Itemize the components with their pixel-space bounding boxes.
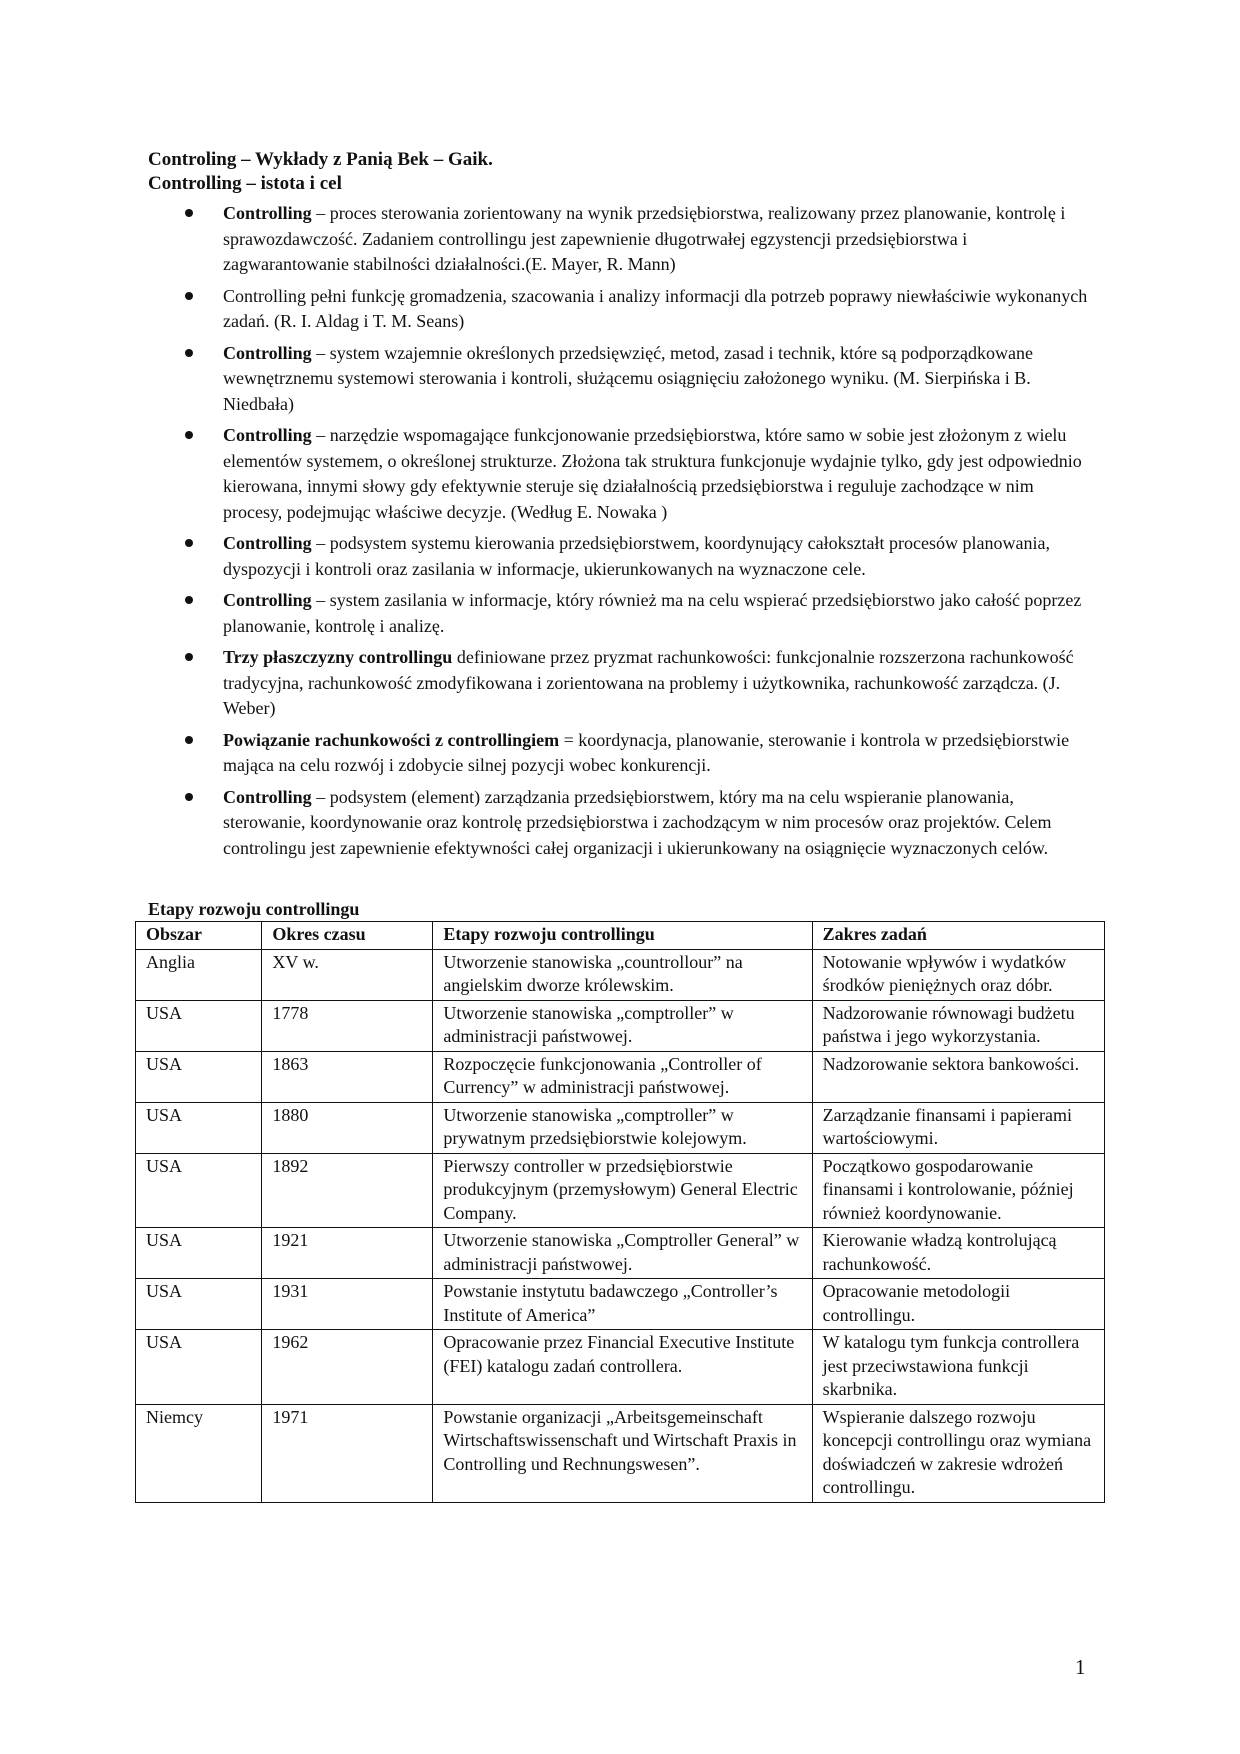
header-etapy-rozwoju: Etapy rozwoju controllingu xyxy=(433,922,812,950)
table-row xyxy=(136,1330,1105,1405)
bullet-text: – podsystem systemu kierowania przedsiębiorstwem, koordynujący całokształt procesów planowania, dyspozycji i kontroli oraz zasilania w informacje, ukierunkowanych na wyznaczone cele. xyxy=(223,533,1050,579)
cell-obszar: USA xyxy=(136,1000,262,1051)
bullet-item xyxy=(148,645,1093,722)
table-row xyxy=(136,1279,1105,1330)
bullet-dot-icon xyxy=(185,292,193,300)
table-body xyxy=(136,949,1105,1502)
cell-etap: Powstanie organizacji „Arbeitsgemeinschaft Wirtschaftswissenschaft und Wirtschaft Praxis in Controlling und Rechnungswesen”. xyxy=(433,1404,812,1502)
bullet-item xyxy=(148,284,1093,335)
cell-zakres-zadan: Zarządzanie finansami i papierami wartościowymi. xyxy=(812,1102,1104,1153)
bullet-text: Controlling pełni funkcję gromadzenia, szacowania i analizy informacji dla potrzeb poprawy niewłaściwie wykonanych zadań. (R. I. Aldag i T. M. Seans) xyxy=(223,285,1088,331)
cell-etap: Powstanie instytutu badawczego „Controller’s Institute of America” xyxy=(433,1279,812,1330)
header-okres-czasu: Okres czasu xyxy=(262,922,433,950)
section-heading-istota-i-cel: Controlling – istota i cel xyxy=(148,173,342,194)
cell-etap: Utworzenie stanowiska „comptroller” w prywatnym przedsiębiorstwie kolejowym. xyxy=(433,1102,812,1153)
table-title: Etapy rozwoju controllingu xyxy=(148,899,360,919)
header-obszar: Obszar xyxy=(136,922,262,950)
definition-bullet-list xyxy=(148,201,1093,867)
header-zakres-zadan: Zakres zadań xyxy=(812,922,1104,950)
cell-zakres-zadan: Nadzorowanie sektora bankowości. xyxy=(812,1051,1104,1102)
cell-zakres-zadan: Nadzorowanie równowagi budżetu państwa i jego wykorzystania. xyxy=(812,1000,1104,1051)
table-row xyxy=(136,1051,1105,1102)
cell-obszar: USA xyxy=(136,1051,262,1102)
bullet-term: Powiązanie rachunkowości z controllingiem xyxy=(223,729,560,750)
document-title: Controling – Wykłady z Panią Bek – Gaik. xyxy=(148,149,493,170)
bullet-text: definiowane przez pryzmat rachunkowości: funkcjonalnie rozszerzona rachunkowość tradycyjna, rachunkowość zmodyfikowana i zorientowana na problemy i użytkownika, rachunkowość zarządcza. (J. Weber) xyxy=(223,647,1074,718)
bullet-term: Trzy płaszczyzny controllingu xyxy=(223,647,453,667)
page-number: 1 xyxy=(1075,1655,1086,1679)
bullet-item xyxy=(148,531,1093,582)
controlling-stages-table xyxy=(135,921,1105,1503)
cell-okres-czasu: XV w. xyxy=(262,949,433,1000)
cell-okres-czasu: 1931 xyxy=(262,1279,433,1330)
bullet-dot-icon xyxy=(185,539,193,547)
bullet-item xyxy=(148,728,1093,779)
cell-obszar: Anglia xyxy=(136,949,262,1000)
bullet-text: – podsystem (element) zarządzania przedsiębiorstwem, który ma na celu wspieranie planowania, sterowanie, koordynowanie oraz kontrolę przedsiębiorstwa i zachodzącym w nim procesów oraz projektów. Celem controlingu jest zapewnienie efektywności całej organizacji i ukierunkowany na osiągnięcie wyznaczonych celów. xyxy=(223,786,1052,858)
bullet-term: Controlling xyxy=(223,342,312,363)
bullet-text: – system zasilania w informacje, który również ma na celu wspierać przedsiębiorstwo jako całość poprzez planowanie, kontrolę i analizę. xyxy=(223,590,1082,636)
table-header-row xyxy=(136,922,1105,950)
bullet-term: Controlling xyxy=(223,786,312,807)
table-row xyxy=(136,1102,1105,1153)
cell-okres-czasu: 1971 xyxy=(262,1404,433,1502)
bullet-text: – narzędzie wspomagające funkcjonowanie przedsiębiorstwa, które samo w sobie jest złożonym z wielu elementów systemem, o określonej strukturze. Złożona tak struktura funkcjonuje wydajnie tylko, gdy jest odpowiednio kierowana, innymi słowy gdy efektywnie steruje się działalnością przedsiębiorstwa i reguluje zachodzące w nim procesy, podejmując właściwe decyzje. (Według E. Nowaka ) xyxy=(223,425,1082,522)
cell-okres-czasu: 1962 xyxy=(262,1330,433,1405)
bullet-item xyxy=(148,785,1093,862)
cell-etap: Utworzenie stanowiska „Comptroller General” w administracji państwowej. xyxy=(433,1228,812,1279)
cell-etap: Pierwszy controller w przedsiębiorstwie produkcyjnym (przemysłowym) General Electric Company. xyxy=(433,1153,812,1228)
cell-obszar: Niemcy xyxy=(136,1404,262,1502)
bullet-item xyxy=(148,341,1093,418)
cell-obszar: USA xyxy=(136,1228,262,1279)
bullet-dot-icon xyxy=(185,349,193,357)
bullet-dot-icon xyxy=(185,736,193,744)
cell-etap: Rozpoczęcie funkcjonowania „Controller of Currency” w administracji państwowej. xyxy=(433,1051,812,1102)
cell-etap: Utworzenie stanowiska „comptroller” w administracji państwowej. xyxy=(433,1000,812,1051)
table-row xyxy=(136,1228,1105,1279)
cell-okres-czasu: 1921 xyxy=(262,1228,433,1279)
table-row xyxy=(136,1404,1105,1502)
cell-etap: Utworzenie stanowiska „countrollour” na angielskim dworze królewskim. xyxy=(433,949,812,1000)
cell-zakres-zadan: W katalogu tym funkcja controllera jest przeciwstawiona funkcji skarbnika. xyxy=(812,1330,1104,1405)
bullet-term: Controlling xyxy=(223,425,312,445)
bullet-item xyxy=(148,423,1093,525)
cell-okres-czasu: 1778 xyxy=(262,1000,433,1051)
bullet-text: – system wzajemnie określonych przedsięwzięć, metod, zasad i technik, które są podporządkowane wewnętrznemu systemowi sterowania i kontroli, służącemu osiągnięciu założonego wyniku. (M. Sierpińska i B. Niedbała) xyxy=(223,342,1033,414)
table-row xyxy=(136,949,1105,1000)
bullet-text: – proces sterowania zorientowany na wynik przedsiębiorstwa, realizowany przez planowanie, kontrolę i sprawozdawczość. Zadaniem controllingu jest zapewnienie długotrwałej egzystencji przedsiębiorstwa i zagwarantowanie stabilności działalności.(E. Mayer, R. Mann) xyxy=(223,203,1066,274)
cell-zakres-zadan: Początkowo gospodarowanie finansami i kontrolowanie, później również koordynowanie. xyxy=(812,1153,1104,1228)
table-row xyxy=(136,1000,1105,1051)
bullet-term: Controlling xyxy=(223,203,312,223)
cell-obszar: USA xyxy=(136,1330,262,1405)
cell-okres-czasu: 1892 xyxy=(262,1153,433,1228)
cell-okres-czasu: 1863 xyxy=(262,1051,433,1102)
bullet-dot-icon xyxy=(185,653,193,661)
table-row xyxy=(136,1153,1105,1228)
bullet-text: = koordynacja, planowanie, sterowanie i kontrola w przedsiębiorstwie mająca na celu rozwój i zdobycie silnej pozycji wobec konkurencji. xyxy=(223,729,1070,775)
cell-etap: Opracowanie przez Financial Executive Institute (FEI) katalogu zadań controllera. xyxy=(433,1330,812,1405)
bullet-term: Controlling xyxy=(223,533,312,553)
bullet-dot-icon xyxy=(185,431,193,439)
bullet-item xyxy=(148,201,1093,278)
cell-zakres-zadan: Wspieranie dalszego rozwoju koncepcji controllingu oraz wymiana doświadczeń w zakresie wdrożeń controllingu. xyxy=(812,1404,1104,1502)
cell-obszar: USA xyxy=(136,1279,262,1330)
bullet-item xyxy=(148,588,1093,639)
bullet-dot-icon xyxy=(185,596,193,604)
cell-obszar: USA xyxy=(136,1153,262,1228)
bullet-dot-icon xyxy=(185,209,193,217)
bullet-term: Controlling xyxy=(223,590,312,610)
cell-okres-czasu: 1880 xyxy=(262,1102,433,1153)
cell-obszar: USA xyxy=(136,1102,262,1153)
cell-zakres-zadan: Kierowanie władzą kontrolującą rachunkowość. xyxy=(812,1228,1104,1279)
bullet-dot-icon xyxy=(185,793,193,801)
cell-zakres-zadan: Opracowanie metodologii controllingu. xyxy=(812,1279,1104,1330)
cell-zakres-zadan: Notowanie wpływów i wydatków środków pieniężnych oraz dóbr. xyxy=(812,949,1104,1000)
